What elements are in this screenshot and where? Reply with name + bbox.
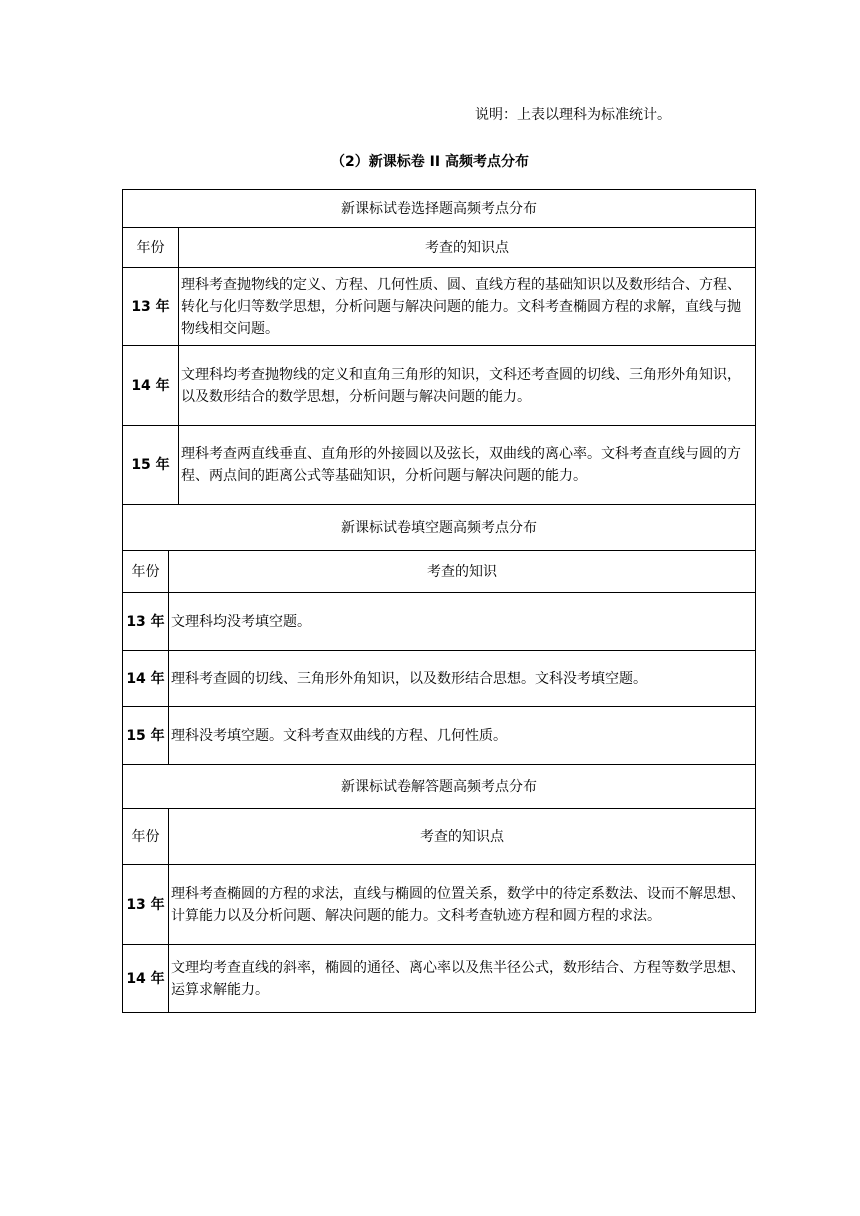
- content-header: 考查的知识点: [179, 228, 756, 268]
- table-row: [123, 865, 756, 945]
- table-row: [123, 426, 756, 505]
- row-year: 14 年: [123, 346, 179, 426]
- year-header: 年份: [123, 228, 179, 268]
- table-title: 新课标试卷解答题高频考点分布: [123, 765, 756, 809]
- row-content: 理科没考填空题。文科考查双曲线的方程、几何性质。: [169, 707, 756, 765]
- table-title: 新课标试卷填空题高频考点分布: [123, 505, 756, 551]
- row-year: 14 年: [123, 651, 169, 707]
- content-header: 考查的知识点: [169, 809, 756, 865]
- table-note: 说明：上表以理科为标准统计。: [475, 107, 671, 123]
- table-row: [123, 346, 756, 426]
- row-content: 理科考查椭圆的方程的求法，直线与椭圆的位置关系，数学中的待定系数法、设而不解思想、计算能力以及分析问题、解决问题的能力。文科考查轨迹方程和圆方程的求法。: [169, 865, 756, 945]
- fill-blank-table: [122, 504, 756, 765]
- row-year: 13 年: [123, 865, 169, 945]
- year-header: 年份: [123, 809, 169, 865]
- row-content: 文理科均没考填空题。: [169, 593, 756, 651]
- section-title: （2）新课标卷 II 高频考点分布: [331, 154, 529, 170]
- row-year: 14 年: [123, 945, 169, 1013]
- table-row: [123, 651, 756, 707]
- content-header: 考查的知识: [169, 551, 756, 593]
- choice-question-table: [122, 189, 756, 505]
- row-content: 理科考查圆的切线、三角形外角知识，以及数形结合思想。文科没考填空题。: [169, 651, 756, 707]
- row-year: 13 年: [123, 593, 169, 651]
- table-row: [123, 593, 756, 651]
- row-content: 理科考查抛物线的定义、方程、几何性质、圆、直线方程的基础知识以及数形结合、方程、转化与化归等数学思想，分析问题与解决问题的能力。文科考查椭圆方程的求解，直线与抛物线相交问题。: [179, 268, 756, 346]
- row-year: 15 年: [123, 707, 169, 765]
- row-content: 理科考查两直线垂直、直角形的外接圆以及弦长，双曲线的离心率。文科考查直线与圆的方程、两点间的距离公式等基础知识，分析问题与解决问题的能力。: [179, 426, 756, 505]
- table-title: 新课标试卷选择题高频考点分布: [123, 190, 756, 228]
- year-header: 年份: [123, 551, 169, 593]
- answer-question-table: [122, 764, 756, 1013]
- table-row: [123, 707, 756, 765]
- table-row: [123, 945, 756, 1013]
- table-row: [123, 268, 756, 346]
- row-year: 15 年: [123, 426, 179, 505]
- row-year: 13 年: [123, 268, 179, 346]
- row-content: 文理均考查直线的斜率，椭圆的通径、离心率以及焦半径公式，数形结合、方程等数学思想、运算求解能力。: [169, 945, 756, 1013]
- row-content: 文理科均考查抛物线的定义和直角三角形的知识，文科还考查圆的切线、三角形外角知识，以及数形结合的数学思想，分析问题与解决问题的能力。: [179, 346, 756, 426]
